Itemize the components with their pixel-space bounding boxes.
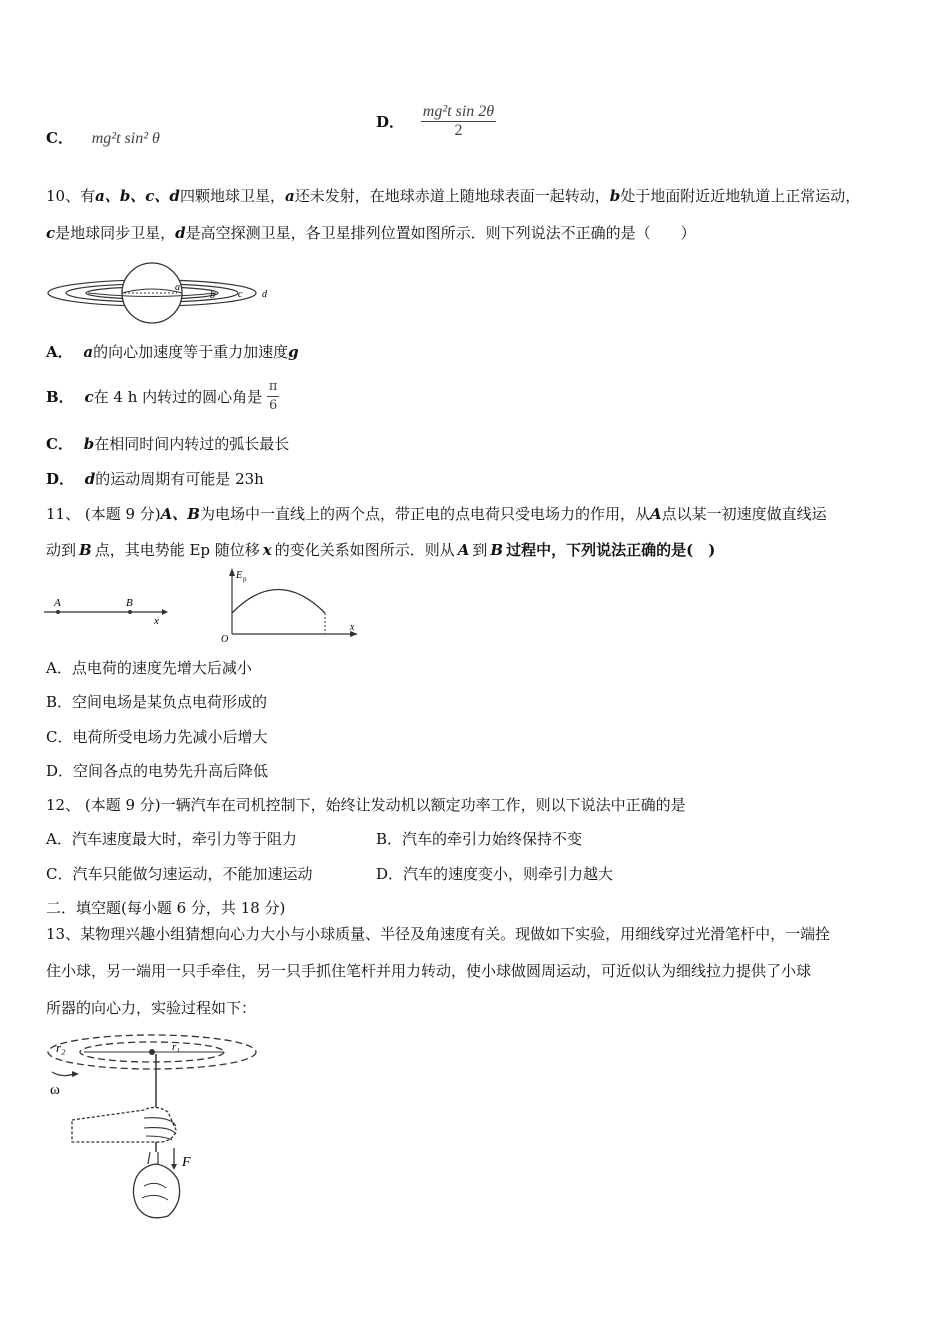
q10-text: 四颗地球卫星， <box>179 187 285 205</box>
q10-stem-line1 <box>46 186 860 206</box>
label-b: b <box>210 290 215 301</box>
q11-text: 点以某一初速度做直线运 <box>661 505 827 523</box>
q10-text: 10、有 <box>46 187 96 205</box>
option-var: b <box>83 435 95 453</box>
rotation-arrow <box>52 1072 74 1076</box>
fraction-numerator: π <box>267 378 280 397</box>
label-b: B <box>126 597 133 609</box>
label-a: a <box>175 282 180 293</box>
point-b <box>128 610 132 614</box>
q10-option-a <box>46 342 299 362</box>
q12-stem: 12、 (本题 9 分)一辆汽车在司机控制下，始终让发动机以额定功率工作，则以下说法中正确的是 <box>46 796 686 814</box>
q13-experiment-figure <box>44 1030 264 1226</box>
q11-var: x <box>262 541 272 559</box>
q9-option-d-denominator: 2 <box>454 122 463 139</box>
fraction-denominator: 6 <box>269 398 278 413</box>
q13-stem-line1: 13、某物理兴趣小组猜想向心力大小与小球质量、半径及角速度有关。现做如下实验，用细线穿过光滑笔杆中，一端拴 <box>46 925 831 943</box>
lower-hand <box>133 1164 179 1218</box>
q11-var: A <box>649 505 662 523</box>
label-d: d <box>262 289 267 300</box>
option-var: d <box>84 470 96 488</box>
q10-orbit-figure <box>44 258 284 328</box>
q11-ep-graph <box>218 566 364 644</box>
q11-text: 到 <box>472 541 488 559</box>
q10-text: 是高空探测卫星，各卫星排列位置如图所示．则下列说法不正确的是（ ） <box>185 224 696 242</box>
q12-option-b: B．汽车的牵引力始终保持不变 <box>376 830 583 848</box>
q11-text: 点，其电势能 Ep 随位移 <box>94 541 260 559</box>
label-p: p <box>243 575 247 583</box>
q11-text: 为电场中一直线上的两个点，带正电的点电荷只受电场力的作用，从 <box>199 505 650 523</box>
option-label: A． <box>46 343 73 361</box>
label-x: x <box>350 622 355 633</box>
label-omega: ω <box>50 1082 60 1098</box>
label-f: F <box>182 1155 191 1170</box>
q11-stem-line2 <box>46 540 715 560</box>
q13-stem-line2: 住小球，另一端用一只手牵住，另一只手抓住笔杆并用力转动，使小球做圆周运动，可近似认为细线拉力提供了小球 <box>46 962 812 980</box>
point-a <box>56 610 60 614</box>
label-r1: r₁ <box>172 1041 181 1053</box>
q9-option-d <box>376 103 496 140</box>
option-text: 的运动周期有可能是 23h <box>95 470 264 488</box>
q13-stem-line3: 所器的向心力，实验过程如下： <box>46 999 257 1017</box>
q9-option-c-label: C． <box>46 129 73 147</box>
q10-option-d <box>46 469 264 489</box>
label-a: A <box>54 597 61 609</box>
option-label: B． <box>46 388 74 406</box>
q10-var-c: c <box>46 224 56 242</box>
option-text: 的向心加速度等于重力加速度 <box>93 343 289 361</box>
option-var: c <box>84 387 94 406</box>
q9-option-d-fraction <box>421 103 496 140</box>
option-text: 在 4 h 内转过的圆心角是 <box>93 388 263 406</box>
q11-line-figure <box>44 594 174 628</box>
option-var: g <box>288 343 299 361</box>
q11-option-a: A．点电荷的速度先增大后减小 <box>46 659 252 677</box>
q11-stem-line1 <box>46 504 827 524</box>
q11-text: 的变化关系如图所示．则从 <box>274 541 455 559</box>
q11-text: 11、 (本题 9 分) <box>46 505 161 523</box>
q11-var: A、B <box>160 505 200 523</box>
label-c: c <box>238 289 243 300</box>
q10-text: 处于地面附近近地轨道上正常运动， <box>620 187 861 205</box>
q10-var-b: b <box>609 187 621 205</box>
q9-option-d-numerator: mg²t sin 2θ <box>422 103 495 120</box>
option-label: D． <box>46 470 75 488</box>
q9-option-d-label: D． <box>376 113 405 131</box>
q11-option-b: B．空间电场是某负点电荷形成的 <box>46 693 268 711</box>
q10-text: 还未发射，在地球赤道上随地球表面一起转动， <box>294 187 610 205</box>
option-text: 在相同时间内转过的弧长最长 <box>94 435 290 453</box>
q12-option-a: A．汽车速度最大时，牵引力等于阻力 <box>46 830 297 848</box>
q11-option-c: C．电荷所受电场力先减小后增大 <box>46 728 268 746</box>
q11-var: B <box>490 541 504 559</box>
q9-option-c-formula: mg²t sin² θ <box>91 130 160 147</box>
q10-var-a: a <box>284 187 295 205</box>
section-title: 二．填空题(每小题 6 分，共 18 分) <box>46 899 286 917</box>
q10-stem-line2 <box>46 223 696 243</box>
q11-option-d: D．空间各点的电势先升高后降低 <box>46 762 269 780</box>
label-origin: O <box>221 634 229 644</box>
q11-text: 过程中，下列说法正确的是( ) <box>506 541 716 559</box>
q10-option-b-fraction <box>267 378 280 415</box>
q10-var-d: d <box>175 224 186 242</box>
q10-option-c <box>46 434 289 454</box>
q10-text: 是地球同步卫星， <box>55 224 176 242</box>
q12-option-c: C．汽车只能做匀速运动，不能加速运动 <box>46 865 313 883</box>
q11-text: 动到 <box>46 541 77 559</box>
q12-option-d: D．汽车的速度变小，则牵引力越大 <box>376 865 614 883</box>
ep-curve <box>232 590 325 614</box>
label-x: x <box>154 615 159 627</box>
option-var: a <box>83 343 94 361</box>
label-e: E <box>236 570 243 581</box>
q9-option-c <box>46 128 160 149</box>
q10-vars: a、b、c、d <box>95 187 180 205</box>
q11-var: B <box>79 541 92 559</box>
label-r2: r₂ <box>56 1040 66 1055</box>
q10-option-b <box>46 378 279 415</box>
option-label: C． <box>46 435 73 453</box>
q11-var: A <box>457 541 470 559</box>
